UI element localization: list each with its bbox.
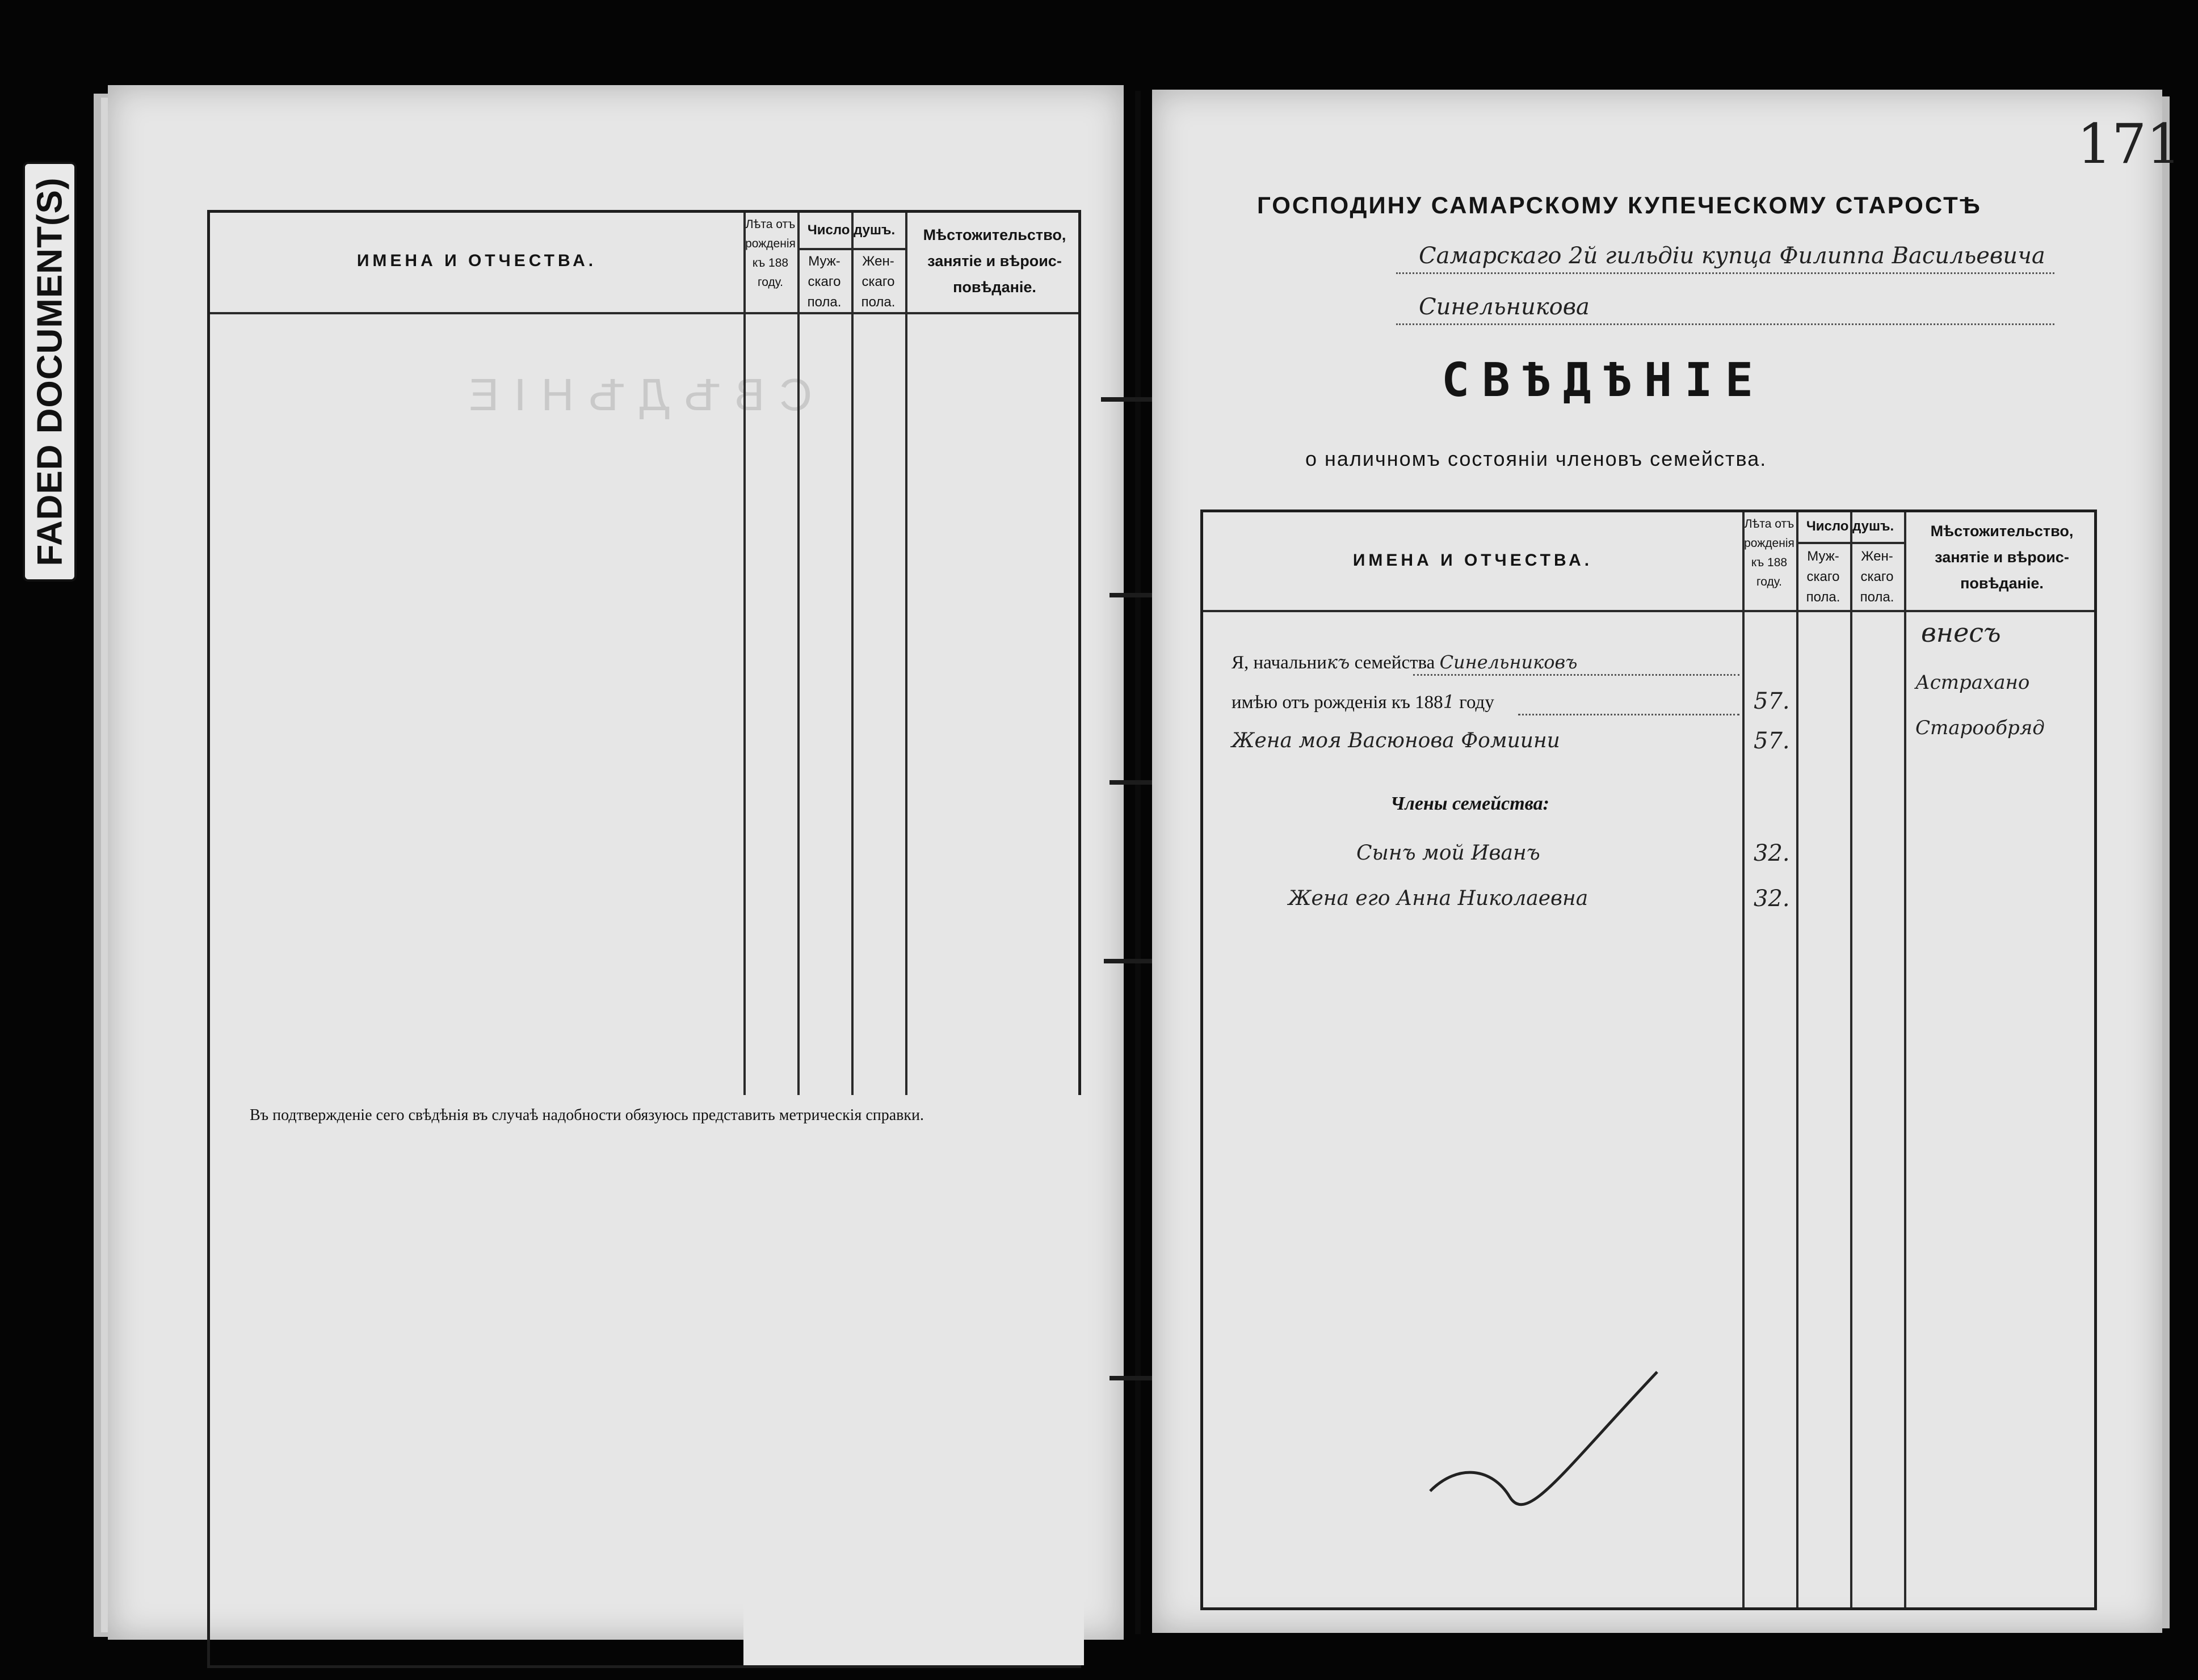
son-wife-age: 32. bbox=[1754, 886, 1790, 912]
merchant-line-2-rule bbox=[1396, 323, 2054, 325]
residence-entry-3: Старообряд bbox=[1915, 717, 2045, 739]
addressee: ГОСПОДИНУ САМАРСКОМУ КУПЕЧЕСКОМУ СТАРОСТѢ bbox=[1257, 192, 1982, 218]
head-line-rule bbox=[1413, 674, 1739, 676]
page-number: 171 bbox=[2077, 112, 2182, 176]
years-column-header: Лѣта отъ рожденія къ 188 году. bbox=[1744, 517, 1794, 588]
birth-line-rule bbox=[1518, 714, 1739, 715]
pen-stroke bbox=[1424, 1361, 1663, 1531]
names-column-header: ИМЕНА И ОТЧЕСТВА. bbox=[1352, 551, 1593, 570]
residence-column-header: Мѣстожительство, занятіе и вѣроис- повѣданіе. bbox=[1930, 523, 2074, 592]
confirmation-statement: Въ подтвержденіе сего свѣдѣнія въ случаѣ надобности обязуюсь представить метрическія справки. bbox=[250, 1106, 924, 1124]
residence-entry-1: внесъ bbox=[1921, 617, 2001, 648]
faded-document-label: FADED DOCUMENT(S) bbox=[30, 177, 69, 566]
years-column-header: Лѣта отъ рожденія къ 188 году. bbox=[745, 218, 796, 289]
family-members-label: Члены семейства: bbox=[1390, 793, 1549, 814]
head-age: 57. bbox=[1754, 688, 1790, 714]
left-page bbox=[108, 85, 1124, 1640]
wife-age: 57. bbox=[1754, 728, 1790, 754]
right-page bbox=[1152, 90, 2182, 1633]
son-age: 32. bbox=[1754, 840, 1790, 866]
merchant-line-1: Самарскаго 2й гильдіи купца Филиппа Васильевича bbox=[1419, 243, 2045, 269]
document-subtitle: о наличномъ состояніи членовъ семейства. bbox=[1305, 447, 1767, 470]
residence-column-header: Мѣстожительство, занятіе и вѣроис- повѣданіе. bbox=[923, 226, 1066, 296]
souls-column-header: Число душъ. bbox=[1806, 519, 1894, 534]
merchant-line-2: Синельникова bbox=[1419, 294, 1590, 320]
female-column-header: Жен- скаго пола. bbox=[1860, 549, 1894, 605]
merchant-line-1-rule bbox=[1396, 272, 2054, 274]
bleed-through-title: СВѢДѢНІЕ bbox=[454, 369, 813, 420]
head-of-family-line: Я, начальникъ семейства Синельниковъ bbox=[1232, 651, 1578, 673]
son-wife-entry: Жена его Анна Николаевна bbox=[1288, 887, 1588, 910]
female-column-header: Жен- скаго пола. bbox=[861, 254, 896, 310]
souls-column-header: Число душъ. bbox=[807, 222, 896, 238]
birth-year-line: имѣю отъ рожденія къ 1881 году bbox=[1232, 691, 1494, 713]
wife-entry: Жена моя Васюнова Фомиини bbox=[1232, 729, 1560, 752]
document-title: СВѢДѢНІЕ bbox=[1441, 353, 1766, 407]
names-column-header: ИМЕНА И ОТЧЕСТВА. bbox=[356, 251, 597, 270]
male-column-header: Муж- скаго пола. bbox=[807, 254, 842, 310]
left-family-table bbox=[207, 210, 1081, 1668]
binding-thread bbox=[1135, 91, 1141, 1634]
male-column-header: Муж- скаго пола. bbox=[1806, 549, 1840, 605]
son-entry: Сынъ мой Иванъ bbox=[1356, 841, 1540, 865]
residence-entry-2: Астрахано bbox=[1915, 671, 2030, 694]
faded-document-tab[interactable] bbox=[23, 162, 77, 582]
